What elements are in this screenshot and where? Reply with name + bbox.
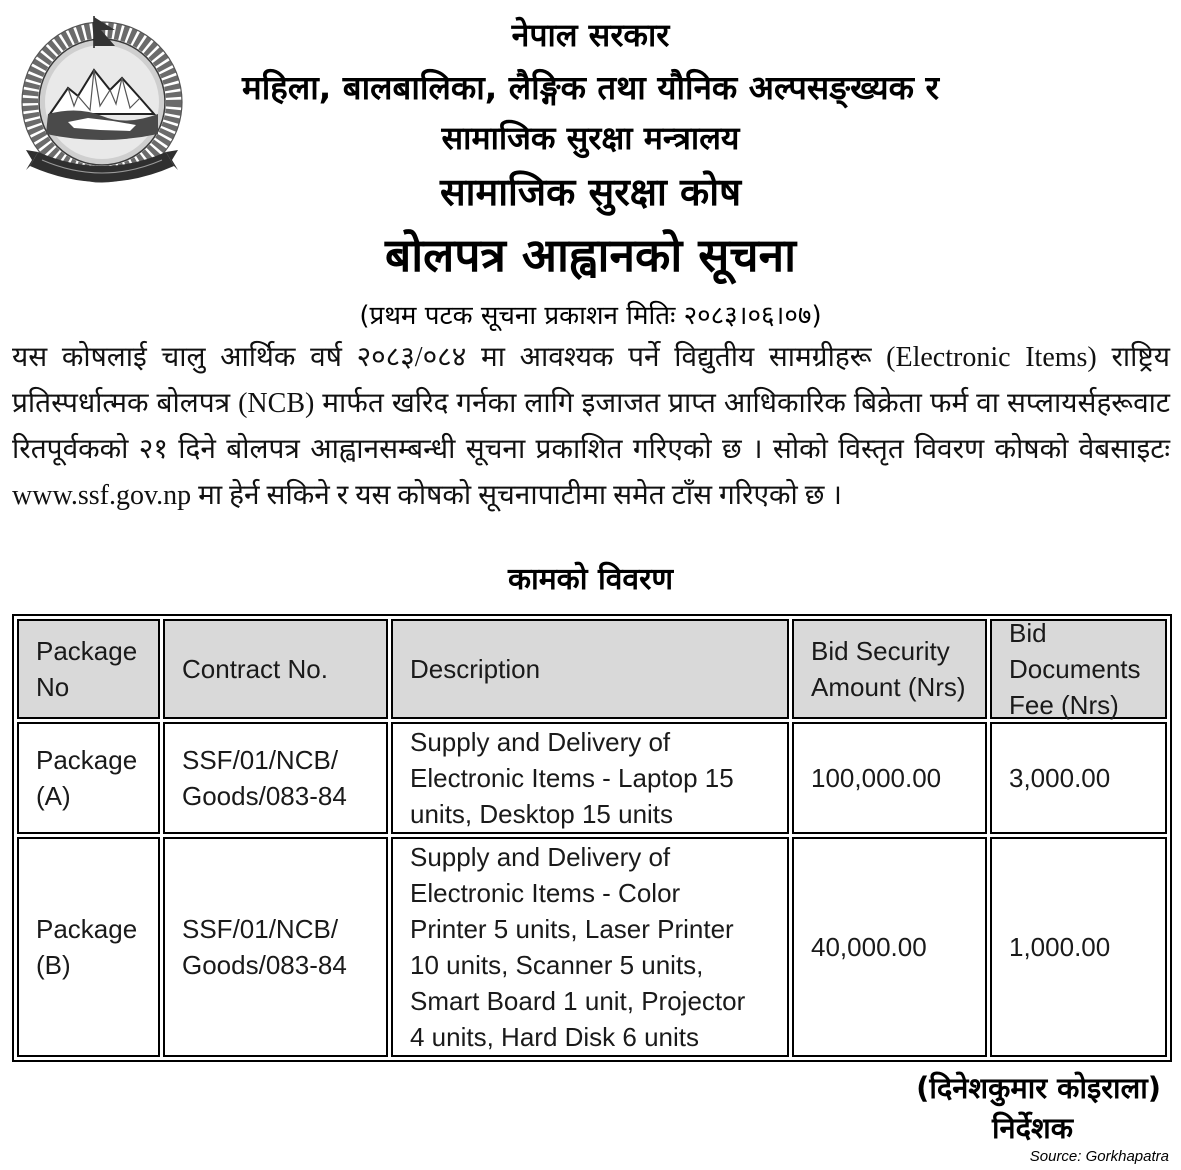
- column-header-description: [391, 619, 789, 719]
- work-details-heading: कामको विवरण: [507, 562, 674, 597]
- ministry-name-line-2: सामाजिक सुरक्षा मन्त्रालय: [441, 119, 740, 157]
- column-header-label: Description: [410, 654, 541, 684]
- column-header-bid-security: [792, 619, 987, 719]
- column-header-document-fee: [990, 619, 1167, 719]
- notice-title: बोलपत्र आह्वानको सूचना: [384, 228, 797, 282]
- work-details-table: [12, 614, 1172, 1062]
- column-header-label: Contract No.: [182, 654, 328, 684]
- column-header-contract-no: [163, 619, 388, 719]
- cell-description: Supply and Delivery of Electronic Items - Color Printer 5 units, Laser Printer 10 units, Scanner 5 units, Smart Board 1 unit, Projector 4 units, Hard Disk 6 units: [391, 837, 789, 1057]
- column-header-package-no: [17, 619, 160, 719]
- signatory-name: (दिनेशकुमार कोइराला): [916, 1071, 1161, 1105]
- table-header-row: [17, 619, 1167, 719]
- cell-package: Package (B): [17, 837, 160, 1057]
- cell-bid-security: 100,000.00: [792, 722, 987, 834]
- cell-contract-no: SSF/​01/​NCB/​Goods/​083-84: [163, 722, 388, 834]
- notice-body-paragraph: यस कोषलाई चालु आर्थिक वर्ष २०८३/०८४ मा आवश्यक पर्ने विद्युतीय सामग्रीहरू (Electronic Items) राष्ट्रिय प्रतिस्पर्धात्मक बोलपत्र (NCB) मार्फत खरिद गर्नका लागि इजाजत प्राप्त आधिकारिक बिक्रेता फर्म वा सप्लायर्सहरूवाट रितपूर्वकको २१ दिने बोलपत्र आह्वानसम्बन्धी सूचना प्रकाशित गरिएको छ । सोको विस्तृत विवरण कोषको वेबसाइटः www.ssf.gov.np मा हेर्न सकिने र यस कोषको सूचनापाटीमा समेत टाँस गरिएको छ ।: [12, 342, 1170, 511]
- column-header-label: Bid Security Amount (Nrs): [811, 636, 966, 702]
- column-header-label: Bid Documents Fee (Nrs): [1009, 618, 1141, 720]
- cell-contract-no: SSF/​01/​NCB/​Goods/​083-84: [163, 837, 388, 1057]
- table-row: [17, 837, 1167, 1057]
- table-row: [17, 722, 1167, 834]
- cell-document-fee: 3,000.00: [990, 722, 1167, 834]
- government-name: नेपाल सरकार: [511, 16, 670, 54]
- signatory-designation: निर्देशक: [992, 1111, 1073, 1145]
- cell-description: Supply and Delivery of Electronic Items - Laptop 15 units, Desktop 15 units: [391, 722, 789, 834]
- cell-package: Package (A): [17, 722, 160, 834]
- column-header-label: Package No: [36, 636, 138, 702]
- cell-bid-security: 40,000.00: [792, 837, 987, 1057]
- ministry-name-line-1: महिला, बालबालिका, लैङ्गिक तथा यौनिक अल्पसङ्ख्यक र: [242, 68, 939, 107]
- office-name: सामाजिक सुरक्षा कोष: [439, 170, 742, 214]
- source-credit: Source: Gorkhapatra: [1029, 1148, 1169, 1165]
- publication-date-note: (प्रथम पटक सूचना प्रकाशन मितिः २०८३।०६।०७): [359, 301, 822, 331]
- cell-document-fee: 1,000.00: [990, 837, 1167, 1057]
